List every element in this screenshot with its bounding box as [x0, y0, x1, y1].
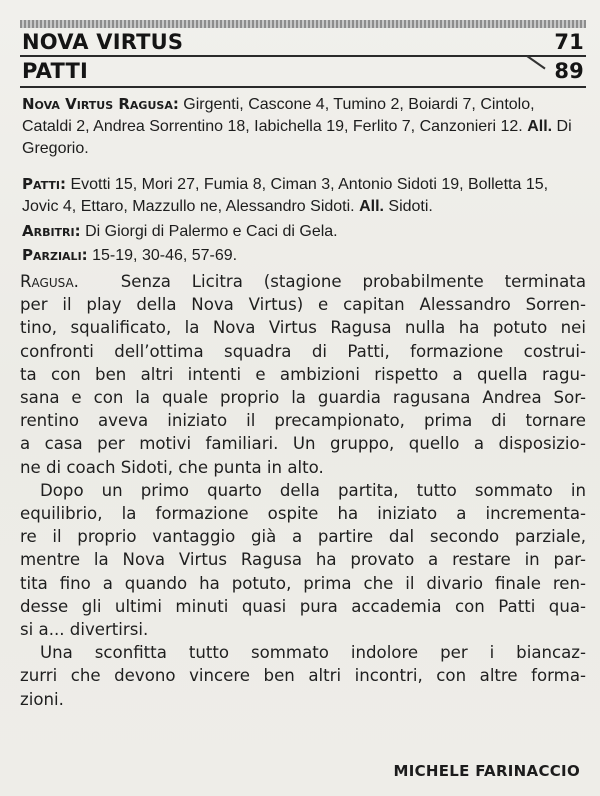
- article-line: tino, squalificato, la Nova Virtus Ragusa nulla ha potuto nei: [20, 318, 586, 338]
- partials-scores: 15-19, 30-46, 57-69.: [92, 247, 238, 264]
- away-team-name: PATTI: [22, 58, 89, 83]
- home-lineup-players: Girgenti, Cascone 4, Tumino 2, Boiardi 7, Cintolo, Cataldi 2, Andrea Sorrentino 18, Iabichella 19, Ferlito 7, Canzonieri 12.: [22, 96, 535, 135]
- article-line: equilibrio, la formazione ospite ha iniziato a incrementa-: [20, 504, 586, 524]
- home-lineup-label: Nova Virtus Ragusa:: [22, 95, 179, 113]
- article-line: re il proprio vantaggio già a partire dal secondo parziale,: [20, 527, 586, 547]
- article-line: ta con ben altri intenti e ambizioni rispetto a quella ragu-: [20, 364, 586, 384]
- home-team-name: NOVA VIRTUS: [22, 29, 184, 54]
- article-paragraph-2: [20, 479, 586, 641]
- referees: [22, 220, 584, 243]
- article-line: Una sconfitta tutto sommato indolore per i biancaz-: [40, 643, 586, 663]
- home-team-score: 71: [554, 29, 584, 54]
- away-coach: Sidoti.: [388, 198, 433, 215]
- article-line: desse gli ultimi minuti quasi pura accademia con Patti qua-: [20, 596, 586, 616]
- referees-label: Arbitri:: [22, 222, 81, 240]
- article-line: ne di coach Sidoti, che punta in alto.: [20, 457, 324, 477]
- article-author: MICHELE FARINACCIO: [393, 762, 580, 780]
- article-line: si a... divertirsi.: [20, 620, 149, 640]
- article-line: sana e con la quale proprio la guardia ragusana Andrea Sor-: [20, 388, 586, 408]
- article-paragraph-1: [20, 270, 586, 479]
- article-line: a casa per motivi familiari. Un gruppo, quello a disposizio-: [20, 434, 586, 454]
- article-line: confronti dell’ottima squadra di Patti, formazione costrui-: [20, 341, 586, 361]
- article-line: zioni.: [20, 689, 64, 709]
- article-body: [20, 270, 586, 711]
- article-line: tita fino a quando ha potuto, prima che il divario finale ren-: [20, 573, 586, 593]
- article-dateline: Ragusa.: [20, 272, 79, 291]
- away-lineup: [22, 173, 584, 218]
- top-rule: [20, 20, 586, 28]
- away-team-score: 89: [554, 58, 584, 83]
- scoreboard-away-row: [22, 57, 584, 84]
- away-coach-label: All.: [359, 198, 384, 215]
- article-line: per il play della Nova Virtus) e capitan Alessandro Sorren-: [20, 295, 586, 315]
- article-line: zurri che devono vincere ben altri incontri, con altre forma-: [20, 666, 586, 686]
- home-coach: Di Gregorio.: [22, 118, 572, 157]
- referees-names: Di Giorgi di Palermo e Caci di Gela.: [85, 223, 338, 240]
- score-bottom-rule: [20, 86, 586, 88]
- scoreboard-home-row: [22, 28, 584, 55]
- article-paragraph-3: [20, 641, 586, 711]
- article-line: rentino aveva iniziato il precampionato, prima di tornare: [20, 411, 586, 431]
- article-line: mentre la Nova Virtus Ragusa ha provato a restare in par-: [20, 550, 586, 570]
- article-line: Dopo un primo quarto della partita, tutto sommato in: [40, 480, 586, 500]
- away-lineup-label: Patti:: [22, 175, 67, 193]
- partials: [22, 244, 584, 267]
- away-lineup-players: Evotti 15, Mori 27, Fumia 8, Ciman 3, Antonio Sidoti 19, Bolletta 15, Jovic 4, Ettaro, Mazzullo ne, Alessandro Sidoti.: [22, 176, 549, 215]
- article-line: Ragusa. Senza Licitra (stagione probabilmente terminata: [20, 272, 586, 291]
- home-lineup: [22, 93, 584, 160]
- home-coach-label: All.: [527, 118, 553, 135]
- partials-label: Parziali:: [22, 246, 88, 264]
